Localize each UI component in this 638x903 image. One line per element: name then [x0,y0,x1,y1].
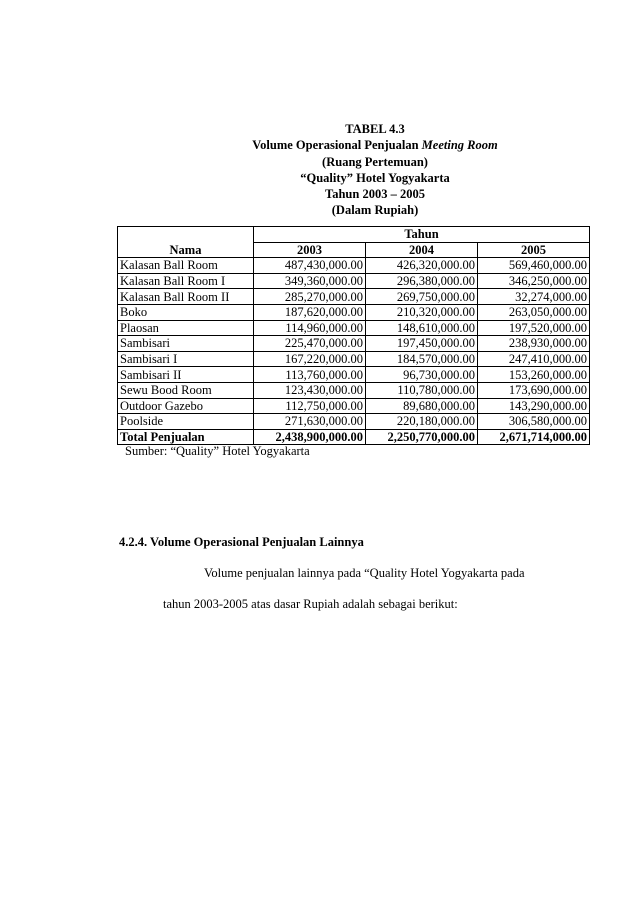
table-row [118,351,590,367]
row-value: 148,610,000.00 [366,320,478,336]
row-name: Sambisari I [118,351,254,367]
row-name: Plaosan [118,320,254,336]
table-row [118,414,590,430]
sales-table [117,226,590,445]
section-heading: 4.2.4. Volume Operasional Penjualan Lainnya [119,535,364,549]
total-label: Total Penjualan [118,429,254,445]
table-unit: (Dalam Rupiah) [331,203,419,218]
column-header-name: Nama [118,227,254,258]
row-value: 184,570,000.00 [366,351,478,367]
table-row [118,320,590,336]
row-name: Sambisari II [118,367,254,383]
table-subtitle: (Ruang Pertemuan) [322,154,428,169]
table-row [118,289,590,305]
row-name: Boko [118,304,254,320]
row-value: 197,520,000.00 [478,320,590,336]
row-value: 197,450,000.00 [366,336,478,352]
row-value: 96,730,000.00 [366,367,478,383]
row-value: 114,960,000.00 [254,320,366,336]
total-value: 2,671,714,000.00 [478,429,590,445]
row-value: 113,760,000.00 [254,367,366,383]
row-value: 123,430,000.00 [254,382,366,398]
row-value: 285,270,000.00 [254,289,366,305]
row-value: 153,260,000.00 [478,367,590,383]
table-period: Tahun 2003 – 2005 [325,187,425,202]
table-row [118,398,590,414]
row-name: Poolside [118,414,254,430]
row-value: 187,620,000.00 [254,304,366,320]
table-total-row [118,429,590,445]
table-row [118,336,590,352]
row-value: 143,290,000.00 [478,398,590,414]
row-name: Kalasan Ball Room [118,258,254,274]
column-group-header: Tahun [254,227,590,243]
row-value: 263,050,000.00 [478,304,590,320]
row-value: 269,750,000.00 [366,289,478,305]
table-row [118,304,590,320]
table-hotel: “Quality” Hotel Yogyakarta [300,170,450,185]
row-value: 173,690,000.00 [478,382,590,398]
row-name: Sambisari [118,336,254,352]
column-header-year: 2005 [478,242,590,258]
row-name: Kalasan Ball Room I [118,273,254,289]
row-value: 89,680,000.00 [366,398,478,414]
row-value: 306,580,000.00 [478,414,590,430]
row-value: 247,410,000.00 [478,351,590,367]
row-name: Kalasan Ball Room II [118,289,254,305]
table-row [118,258,590,274]
row-name: Sewu Bood Room [118,382,254,398]
column-header-year: 2004 [366,242,478,258]
total-value: 2,250,770,000.00 [366,429,478,445]
table-number: TABEL 4.3 [345,122,405,136]
row-value: 220,180,000.00 [366,414,478,430]
table-source: Sumber: “Quality” Hotel Yogyakarta [125,444,310,458]
row-value: 32,274,000.00 [478,289,590,305]
table-row [118,367,590,383]
row-value: 487,430,000.00 [254,258,366,274]
row-value: 167,220,000.00 [254,351,366,367]
table-title-block [200,121,550,219]
row-value: 112,750,000.00 [254,398,366,414]
column-header-year: 2003 [254,242,366,258]
table-header-row [118,227,590,243]
table-row [118,273,590,289]
paragraph-line: tahun 2003-2005 atas dasar Rupiah adalah sebagai berikut: [163,597,458,611]
row-value: 225,470,000.00 [254,336,366,352]
paragraph-line: Volume penjualan lainnya pada “Quality Hotel Yogyakarta pada [204,566,525,580]
row-value: 210,320,000.00 [366,304,478,320]
table-title [200,137,550,153]
row-value: 238,930,000.00 [478,336,590,352]
row-value: 426,320,000.00 [366,258,478,274]
table-title-prefix: Volume Operasional Penjualan [252,138,422,153]
row-value: 349,360,000.00 [254,273,366,289]
table-row [118,382,590,398]
row-value: 110,780,000.00 [366,382,478,398]
row-value: 296,380,000.00 [366,273,478,289]
table-title-italic: Meeting Room [421,138,498,153]
total-value: 2,438,900,000.00 [254,429,366,445]
row-value: 346,250,000.00 [478,273,590,289]
row-name: Outdoor Gazebo [118,398,254,414]
row-value: 271,630,000.00 [254,414,366,430]
row-value: 569,460,000.00 [478,258,590,274]
